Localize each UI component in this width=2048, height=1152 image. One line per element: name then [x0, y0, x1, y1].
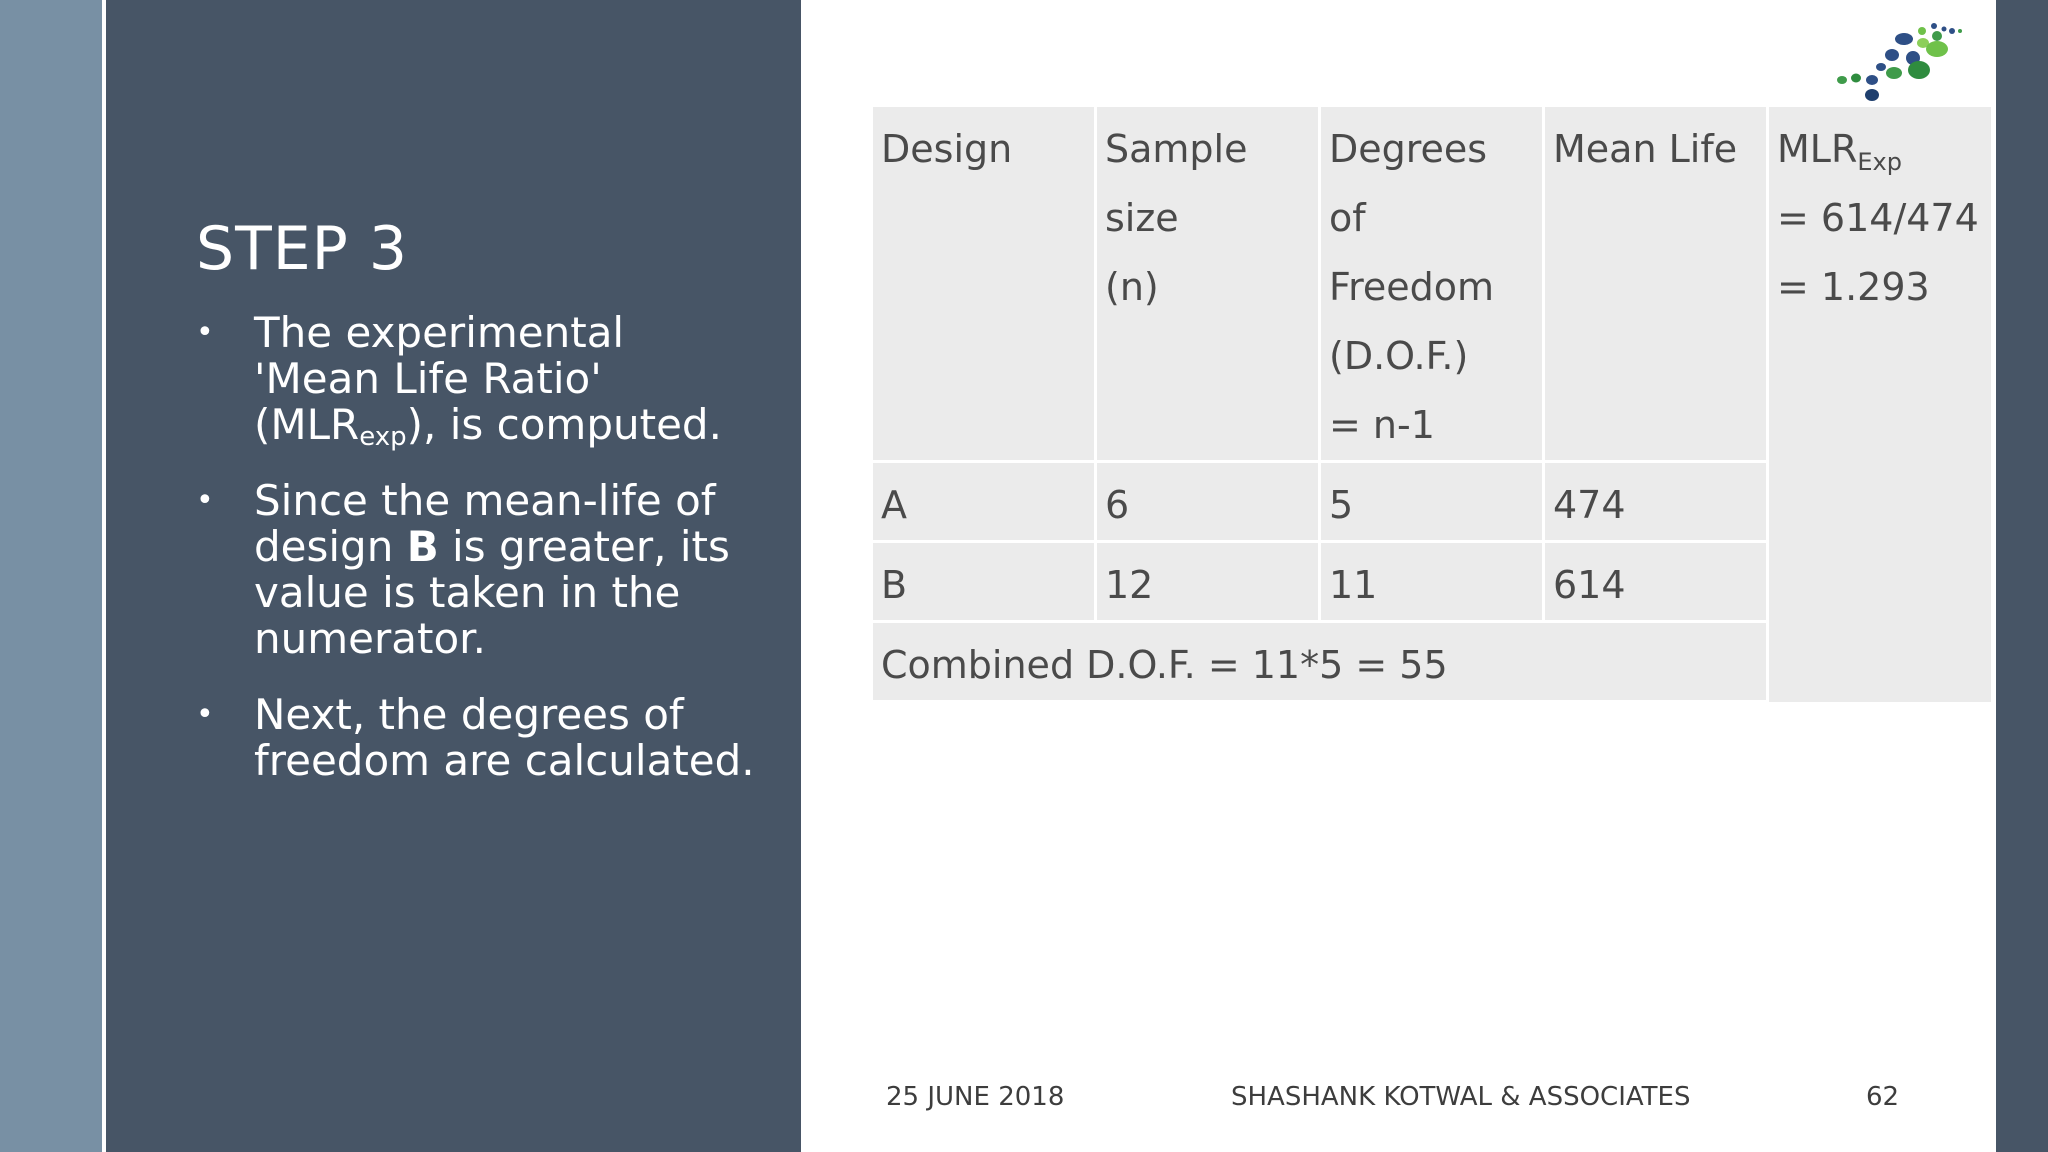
cell-dof: 11 [1320, 542, 1544, 622]
header-text: Design [881, 127, 1013, 171]
bullet-text: ), is computed. [406, 400, 722, 449]
bullet-item [196, 308, 756, 452]
header-text: (D.O.F.) [1329, 334, 1469, 378]
bullet-text: is greater, its value is taken in the numerator. [254, 522, 730, 663]
cell-design: B [872, 542, 1096, 622]
header-text: (n) [1105, 265, 1159, 309]
table-header-row [872, 106, 1993, 462]
footer-page-number: 62 [1866, 1082, 1900, 1112]
dots-logo-icon [1836, 18, 1968, 108]
bullet-text: Since the mean-life of design [254, 476, 716, 571]
header-text: Sample size [1105, 127, 1248, 240]
cell-mean-life: 474 [1544, 462, 1768, 542]
cell-sample-size: 12 [1096, 542, 1320, 622]
header-text: Freedom [1329, 265, 1495, 309]
bullet-text: Next, the degrees of freedom are calculated. [254, 690, 755, 785]
mlr-label: MLR [1777, 127, 1858, 171]
header-design [872, 106, 1096, 462]
bullet-item [196, 478, 756, 662]
bullet-list [196, 310, 756, 814]
slide-title: STEP 3 [196, 214, 409, 284]
subscript: exp [359, 422, 407, 452]
bullet-text: The experimental 'Mean Life Ratio' (MLR [254, 308, 625, 449]
header-text: = n-1 [1329, 403, 1435, 447]
bullet-item [196, 692, 756, 784]
mlr-result: = 1.293 [1777, 265, 1930, 309]
subscript: Exp [1857, 148, 1902, 176]
cell-sample-size: 6 [1096, 462, 1320, 542]
footer-company: SHASHANK KOTWAL & ASSOCIATES [1231, 1082, 1691, 1112]
cell-combined-dof: Combined D.O.F. = 11*5 = 55 [872, 622, 1768, 702]
cell-design: A [872, 462, 1096, 542]
cell-dof: 5 [1320, 462, 1544, 542]
header-mlr [1768, 106, 1993, 702]
bullet-dot: • [196, 315, 214, 350]
mlr-formula: = 614/474 [1777, 196, 1979, 240]
bold-text: B [406, 522, 439, 571]
header-sample-size [1096, 106, 1320, 462]
header-dof [1320, 106, 1544, 462]
right-accent-strip [1996, 0, 2048, 1152]
footer-date: 25 JUNE 2018 [886, 1082, 1065, 1112]
bullet-dot: • [196, 483, 214, 518]
header-text: Mean Life [1553, 127, 1738, 171]
header-text: Degrees of [1329, 127, 1488, 240]
header-text [1777, 115, 1983, 184]
bullet-dot: • [196, 697, 214, 732]
cell-mean-life: 614 [1544, 542, 1768, 622]
data-table [870, 104, 1994, 703]
left-accent-strip [0, 0, 102, 1152]
header-mean-life [1544, 106, 1768, 462]
